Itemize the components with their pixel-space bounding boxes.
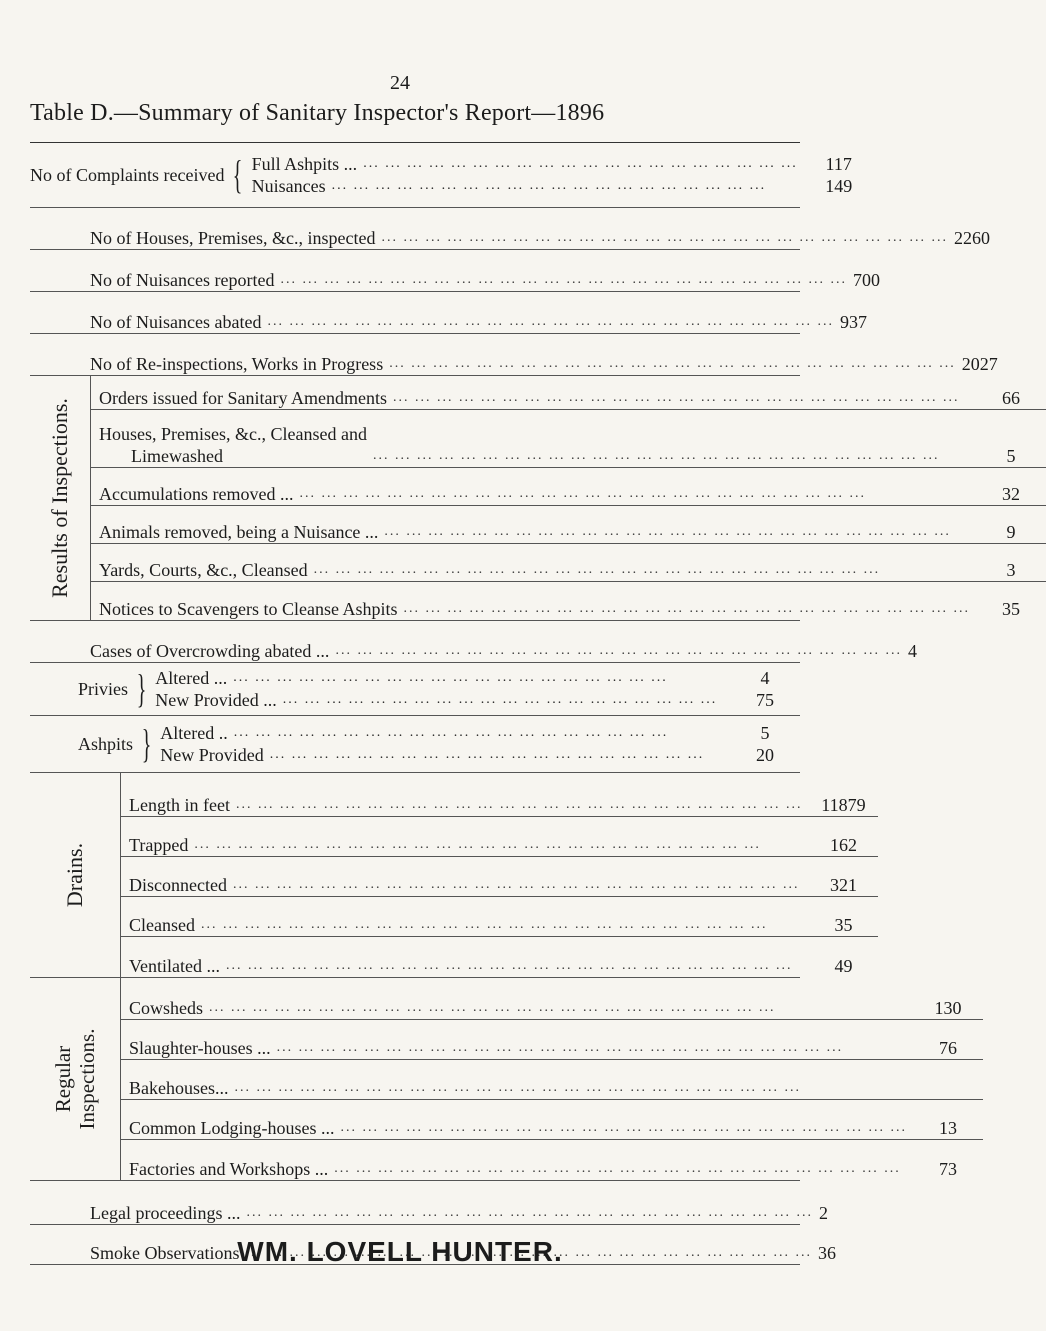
ashpits-item-label: New Provided [160,745,264,765]
row-value: 9 [1006,522,1016,542]
table-row [121,857,878,897]
table-row [91,506,1046,544]
row-label: Houses, Premises, &c., Cleansed and [99,424,367,444]
signature: WM. LOVELL HUNTER. [237,1236,563,1267]
complaints-label: No of Complaints received [30,164,225,185]
ashpits-block [30,716,800,773]
ashpits-item-value: 5 [760,723,770,743]
table-row [91,582,1046,620]
ashpits-item-value: 20 [756,745,774,765]
table-row [91,468,1046,506]
table-row [121,1060,983,1100]
row-label: Cowsheds [129,998,204,1018]
row-value: 76 [939,1038,957,1058]
complaint-item-value: 117 [825,154,852,174]
table-row [30,334,998,376]
complaint-item-label: Nuisances [251,176,326,196]
row-value: 2 [818,1203,828,1223]
row-label: Yards, Courts, &c., Cleansed [99,560,308,580]
ashpits-item-label: Altered .. [160,723,228,743]
privies-item-label: New Provided ... [155,690,277,710]
row-label: Legal proceedings ... [90,1203,241,1223]
table-row [121,773,878,817]
row-value: 35 [1001,599,1020,619]
row-value: 66 [1001,388,1020,408]
row-label: Factories and Workshops ... [129,1159,329,1179]
results-group [30,376,1020,621]
row-value: 937 [839,312,867,332]
privies-item-value: 4 [760,668,770,688]
row-label: Length in feet [129,795,230,815]
privies-item-label: Altered ... [155,668,228,688]
row-label: No of Re-inspections, Works in Progress [90,354,384,374]
table-row [30,1181,828,1225]
brace-icon: } [141,721,152,766]
row-label-continued: Limewashed [131,446,223,466]
table-row [121,897,878,937]
ashpits-item [160,744,800,766]
drains-group [30,773,866,978]
row-value: 11879 [821,795,866,815]
table-row [30,250,880,292]
row-value: 73 [939,1159,957,1179]
privies-item-value: 75 [756,690,774,710]
row-value: 2260 [953,228,990,248]
row-value: 321 [829,875,857,895]
row-label: No of Nuisances abated [90,312,262,332]
privies-item [155,667,800,689]
row-value: 4 [907,641,917,661]
drains-group-label: Drains. [62,842,87,908]
regular-group-label: Regular Inspections. [51,1028,99,1130]
row-label: Orders issued for Sanitary Amendments [99,388,387,408]
results-group-label: Results of Inspections. [47,398,72,598]
row-value: 2027 [961,354,998,374]
brace-icon: } [136,666,147,711]
row-label: Notices to Scavengers to Cleanse Ashpits [99,599,398,619]
row-value: 49 [834,956,853,976]
complaint-item [252,153,874,175]
row-value: 5 [1006,446,1016,466]
complaint-item-value: 149 [825,176,853,196]
row-label: Disconnected [129,875,227,895]
row-label: Cases of Overcrowding abated ... [90,641,330,661]
complaint-item [252,175,874,197]
table-row [121,1020,983,1060]
row-label: No of Nuisances reported [90,270,275,290]
row-label: Animals removed, being a Nuisance ... [99,522,379,542]
table-row [91,410,1046,468]
row-label: Cleansed [129,915,195,935]
table-row [30,621,917,663]
row-value: 35 [834,915,853,935]
table-row [121,978,983,1020]
ashpits-item [160,722,800,744]
row-value: 3 [1006,560,1016,580]
table-row [121,937,878,977]
row-label: Slaughter-houses ... [129,1038,271,1058]
table-row [121,1100,983,1140]
table-row [30,208,990,250]
complaint-item-label: Full Ashpits ... [251,154,358,174]
table-title: Table D.—Summary of Sanitary Inspector's Report—1896 [30,100,605,126]
privies-label: Privies [78,678,129,699]
table-row [121,817,878,857]
row-value: 700 [852,270,880,290]
row-label: Trapped [129,835,189,855]
row-value: 32 [1001,484,1020,504]
table-row [91,544,1046,582]
privies-block [30,663,800,716]
row-label: Bakehouses... [129,1078,229,1098]
regular-inspections-group [30,978,962,1181]
table-row [121,1140,983,1180]
row-label: Accumulations removed ... [99,484,294,504]
table-row [30,292,867,334]
report-table [30,142,1020,1265]
row-label: Common Lodging-houses ... [129,1118,335,1138]
ashpits-label: Ashpits [78,733,134,754]
row-value: 130 [934,998,962,1018]
table-row [91,376,1046,410]
privies-item [155,689,800,711]
complaints-block [30,143,853,208]
row-value: 13 [939,1118,957,1138]
row-value: 162 [829,835,857,855]
row-label: Smoke Observations [90,1243,240,1263]
row-label: No of Houses, Premises, &c., inspected [90,228,376,248]
row-label: Ventilated ... [129,956,220,976]
row-value: 36 [817,1243,836,1263]
page-number: 24 [390,72,410,94]
brace-icon: { [233,152,243,197]
